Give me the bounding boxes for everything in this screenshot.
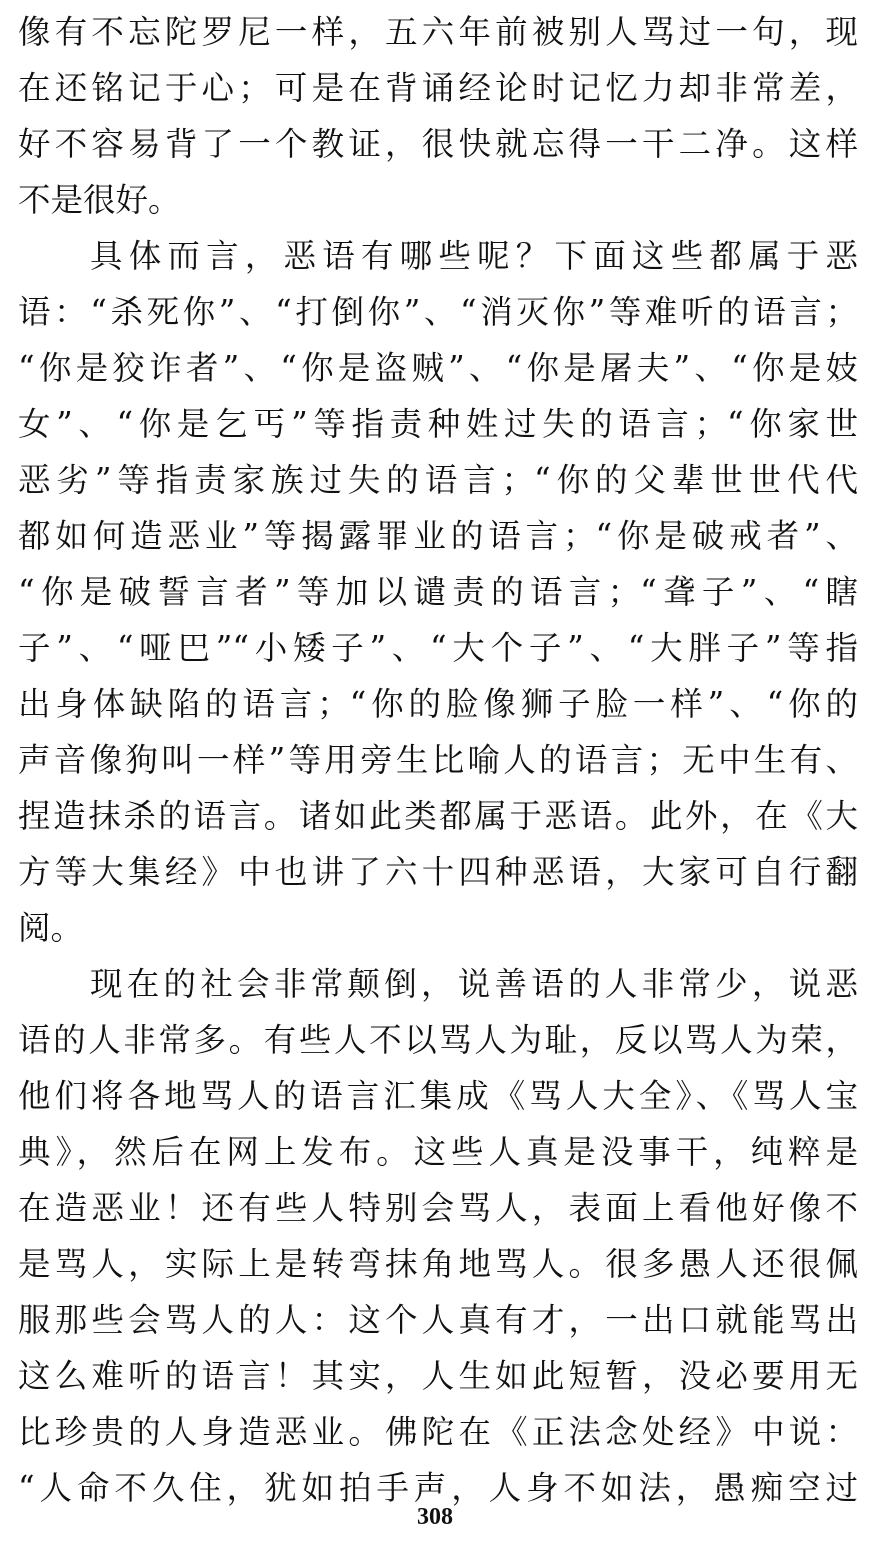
text-line: 好不容易背了一个教证，很快就忘得一干二净。这样	[18, 125, 858, 163]
text-line: 都如何造恶业”等揭露罪业的语言；“你是破戒者”、	[18, 517, 858, 555]
text-line: 语：“杀死你”、“打倒你”、“消灭你”等难听的语言；	[18, 293, 858, 331]
text-line: 服那些会骂人的人：这个人真有才，一出口就能骂出	[18, 1301, 858, 1339]
text-line: 现在的社会非常颠倒，说善语的人非常少，说恶	[90, 965, 858, 1003]
paragraph	[18, 4, 858, 228]
paragraph	[18, 956, 858, 1516]
text-line: 方等大集经》中也讲了六十四种恶语，大家可自行翻	[18, 853, 858, 891]
text-line: 典》，然后在网上发布。这些人真是没事干，纯粹是	[18, 1133, 858, 1171]
text-line: “人命不久住，犹如拍手声，人身不如法，愚痴空过	[18, 1469, 858, 1507]
text-line: 是骂人，实际上是转弯抹角地骂人。很多愚人还很佩	[18, 1245, 858, 1283]
text-line: 不是很好。	[18, 181, 181, 219]
paragraph	[18, 228, 858, 956]
text-line: 像有不忘陀罗尼一样，五六年前被别人骂过一句，现	[18, 13, 858, 51]
text-line: 声音像狗叫一样”等用旁生比喻人的语言；无中生有、	[18, 741, 858, 779]
text-line: 在造恶业！还有些人特别会骂人，表面上看他好像不	[18, 1189, 858, 1227]
text-line: 在还铭记于心；可是在背诵经论时记忆力却非常差，	[18, 69, 858, 107]
text-line: 女”、“你是乞丐”等指责种姓过失的语言；“你家世	[18, 405, 858, 443]
page-number: 308	[417, 1504, 453, 1530]
text-line: 他们将各地骂人的语言汇集成《骂人大全》、《骂人宝	[18, 1077, 858, 1115]
page-body	[18, 4, 858, 1516]
text-line: 子”、“哑巴”“小矮子”、“大个子”、“大胖子”等指	[18, 629, 858, 667]
text-line: 恶劣”等指责家族过失的语言；“你的父辈世世代代	[18, 461, 858, 499]
text-line: 比珍贵的人身造恶业。佛陀在《正法念处经》中说：	[18, 1413, 858, 1451]
text-line: “你是狡诈者”、“你是盗贼”、“你是屠夫”、“你是妓	[18, 349, 858, 387]
text-line: 阅。	[18, 909, 84, 947]
text-line: 这么难听的语言！其实，人生如此短暂，没必要用无	[18, 1357, 858, 1395]
text-line: 语的人非常多。有些人不以骂人为耻，反以骂人为荣，	[18, 1021, 858, 1059]
text-line: 出身体缺陷的语言；“你的脸像狮子脸一样”、“你的	[18, 685, 858, 723]
text-line: 具体而言，恶语有哪些呢？下面这些都属于恶	[90, 237, 858, 275]
text-line: 捏造抹杀的语言。诸如此类都属于恶语。此外，在《大	[18, 797, 858, 835]
text-line: “你是破誓言者”等加以谴责的语言；“聋子”、“瞎	[18, 573, 858, 611]
